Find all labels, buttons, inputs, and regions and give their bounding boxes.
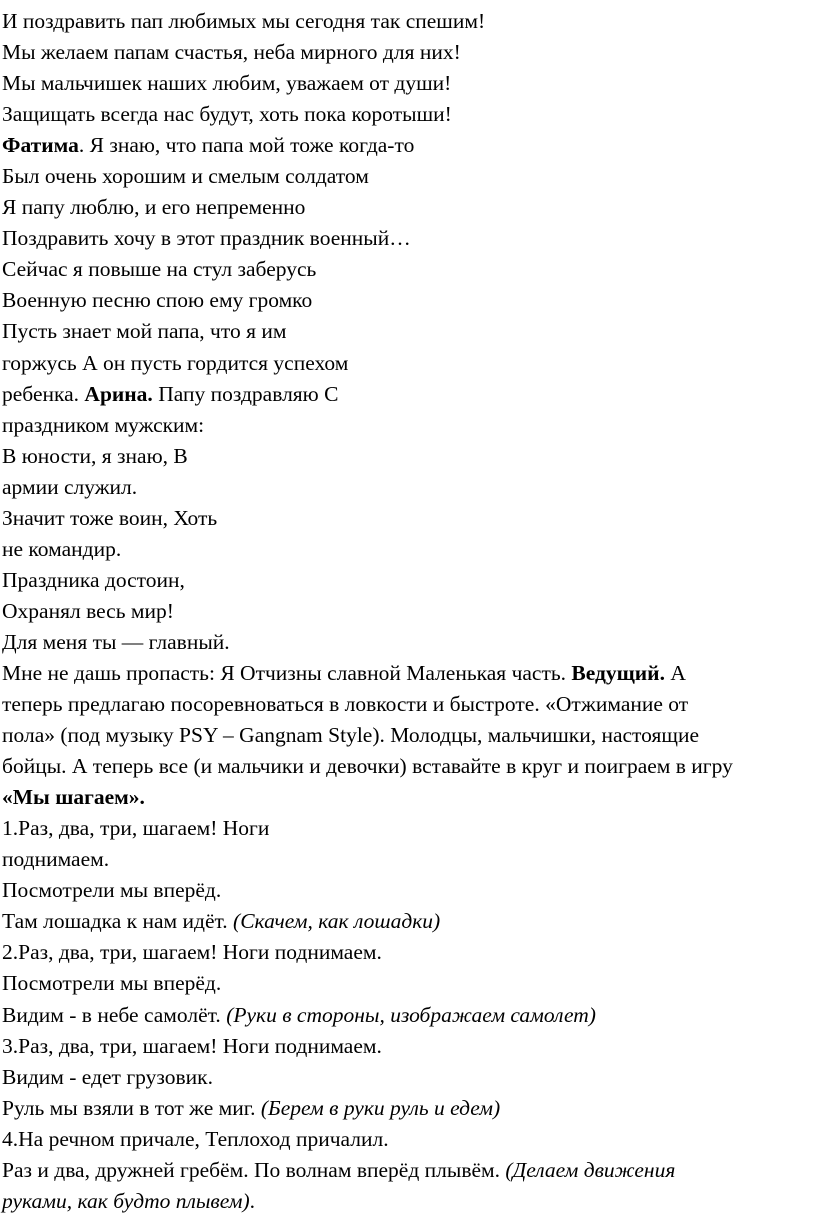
text: Пусть знает мой папа, что я им — [2, 319, 287, 344]
text: Видим - в небе самолёт. — [2, 1002, 227, 1027]
text-line — [2, 410, 802, 441]
text-line — [2, 875, 802, 906]
text-line — [2, 285, 802, 316]
text-line — [2, 223, 802, 254]
speaker-name: Арина. — [84, 381, 153, 406]
text: бойцы. А теперь все (и мальчики и девочки) вставайте в круг и поиграем в игру — [2, 754, 733, 779]
text-line — [2, 441, 802, 472]
text: Руль мы взяли в тот же миг. — [2, 1095, 261, 1120]
text: армии служил. — [2, 474, 138, 499]
text-line — [2, 534, 802, 565]
text-line — [2, 472, 802, 503]
text: горжусь А он пусть гордится успехом — [2, 350, 349, 375]
text-line — [2, 565, 802, 596]
text-line — [2, 379, 802, 410]
text-line — [2, 503, 802, 534]
text: 2.Раз, два, три, шагаем! Ноги поднимаем. — [2, 940, 382, 965]
text-line — [2, 99, 802, 130]
text: Мы желаем папам счастья, неба мирного для них! — [2, 40, 461, 65]
text: Был очень хорошим и смелым солдатом — [2, 164, 369, 189]
text-line — [2, 627, 802, 658]
text: пола» (под музыку PSY – Gangnam Style). Молодцы, мальчишки, настоящие — [2, 723, 699, 748]
text-line — [2, 1000, 802, 1031]
text: Папу поздравляю С — [152, 381, 339, 406]
text-line — [2, 348, 802, 379]
text: . Я знаю, что папа мой тоже когда-то — [78, 133, 415, 158]
speaker-name: Ведущий. — [571, 660, 665, 685]
text: А — [664, 660, 686, 685]
text-line — [2, 1186, 802, 1217]
stage-direction: (Руки в стороны, изображаем самолет) — [226, 1002, 596, 1027]
text-line — [2, 658, 802, 689]
text: Сейчас я повыше на стул заберусь — [2, 257, 317, 282]
text: Посмотрели мы вперёд. — [2, 971, 222, 996]
text: Праздника достоин, — [2, 567, 185, 592]
text-line — [2, 813, 802, 844]
text-line — [2, 906, 802, 937]
text-line — [2, 1093, 802, 1124]
stage-direction: (Скачем, как лошадки) — [233, 909, 441, 934]
text: ребенка. — [2, 381, 85, 406]
text: праздником мужским: — [2, 412, 205, 437]
text-line — [2, 316, 802, 347]
stage-direction: (Делаем движения — [505, 1157, 676, 1182]
game-title: «Мы шагаем». — [2, 785, 145, 810]
text-line — [2, 192, 802, 223]
text: Защищать всегда нас будут, хоть пока коротыши! — [2, 102, 452, 127]
text-line — [2, 1062, 802, 1093]
text: Посмотрели мы вперёд. — [2, 878, 222, 903]
text: Видим - едет грузовик. — [2, 1064, 213, 1089]
text: Мне не дашь пропасть: Я Отчизны славной Маленькая часть. — [2, 660, 572, 685]
stage-direction: (Берем в руки руль и едем) — [260, 1095, 501, 1120]
text: 1.Раз, два, три, шагаем! Ноги — [2, 816, 270, 841]
stage-direction: руками, как будто плывем) — [2, 1188, 250, 1213]
text-line — [2, 130, 802, 161]
text-line — [2, 6, 802, 37]
text-line — [2, 720, 802, 751]
document-page — [2, 6, 802, 1217]
text-line — [2, 937, 802, 968]
text-line — [2, 254, 802, 285]
text: не командир. — [2, 536, 122, 561]
text: В юности, я знаю, В — [2, 443, 188, 468]
text: теперь предлагаю посоревноваться в ловкости и быстроте. «Отжимание от — [2, 692, 689, 717]
text: 4.На речном причале, Теплоход причалил. — [2, 1126, 389, 1151]
text: Раз и два, дружней гребём. По волнам вперёд плывём. — [2, 1157, 506, 1182]
text: Военную песню спою ему громко — [2, 288, 313, 313]
text: Значит тоже воин, Хоть — [2, 505, 218, 530]
text-line — [2, 1124, 802, 1155]
text-line — [2, 844, 802, 875]
text-line — [2, 596, 802, 627]
text: Охранял весь мир! — [2, 598, 174, 623]
text-line — [2, 1031, 802, 1062]
text-line — [2, 689, 802, 720]
text-line — [2, 1155, 802, 1186]
text-line — [2, 161, 802, 192]
text: Поздравить хочу в этот праздник военный… — [2, 226, 411, 251]
text: Для меня ты — главный. — [2, 629, 230, 654]
text-line — [2, 782, 802, 813]
text: И поздравить пап любимых мы сегодня так спешим! — [2, 9, 486, 33]
text: Я папу люблю, и его непременно — [2, 195, 306, 220]
text-line — [2, 751, 802, 782]
text-line — [2, 68, 802, 99]
text-line — [2, 968, 802, 999]
text-line — [2, 37, 802, 68]
speaker-name: Фатима — [2, 133, 79, 158]
text: Там лошадка к нам идёт. — [2, 909, 234, 934]
text: . — [249, 1188, 256, 1213]
text: 3.Раз, два, три, шагаем! Ноги поднимаем. — [2, 1033, 382, 1058]
text: Мы мальчишек наших любим, уважаем от души! — [2, 71, 452, 96]
text: поднимаем. — [2, 847, 110, 872]
